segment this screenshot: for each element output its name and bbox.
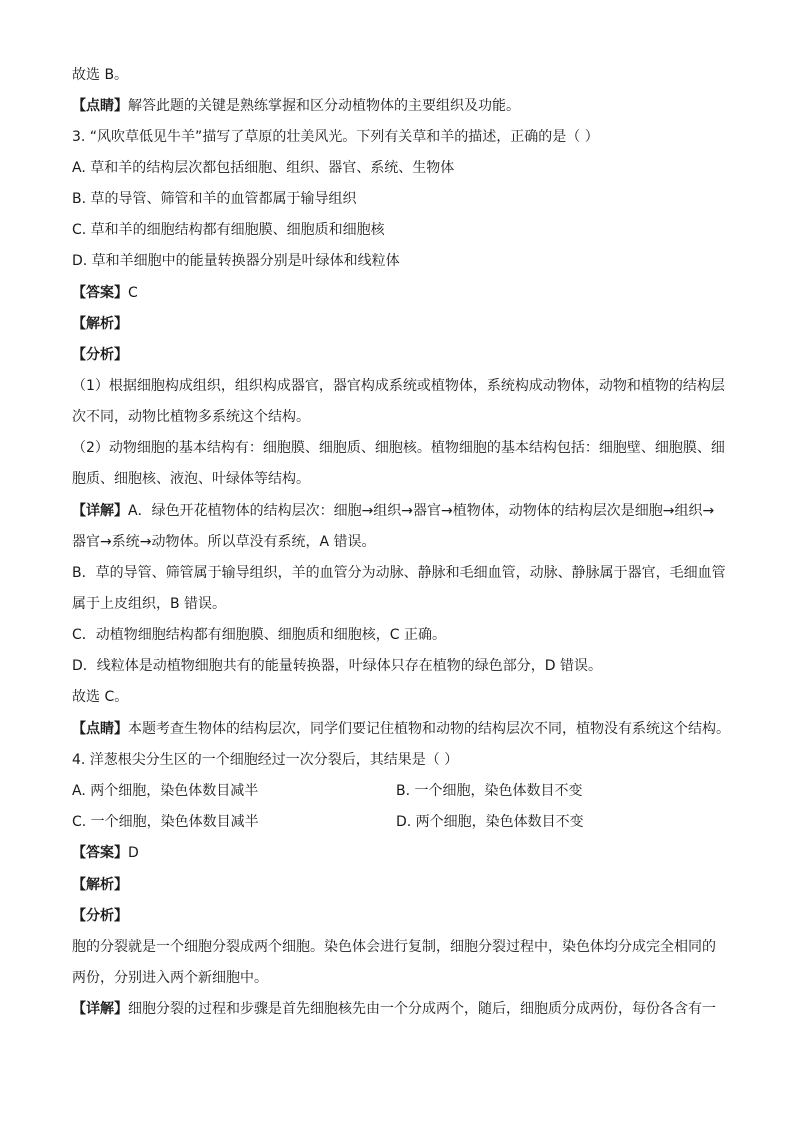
answer-value: C bbox=[128, 285, 138, 301]
q4-analysis-line: 两份，分别进入两个新细胞中。 bbox=[72, 970, 268, 986]
answer-tag: 【答案】 bbox=[72, 845, 128, 861]
q3-analysis-line: 胞质、细胞核、液泡、叶绿体等结构。 bbox=[72, 471, 310, 487]
q4-detail-row bbox=[72, 999, 724, 1019]
fenxi-tag: 【分析】 bbox=[72, 908, 128, 924]
q4-answer-row bbox=[72, 843, 724, 863]
point-text: 本题考查生物体的结构层次，同学们要记住植物和动物的结构层次不同，植物没有系统这个结构。 bbox=[128, 721, 730, 737]
jiexi-tag: 【解析】 bbox=[72, 877, 128, 893]
q3-option-b: B. 草的导管、筛管和羊的血管都属于输导组织 bbox=[72, 191, 357, 207]
point-text: 解答此题的关键是熟练掌握和区分动植物体的主要组织及功能。 bbox=[128, 98, 520, 114]
q4-option-a: A. 两个细胞，染色体数目减半 bbox=[72, 783, 259, 799]
q4-option-c: C. 一个细胞，染色体数目减半 bbox=[72, 814, 259, 830]
q3-option-c: C. 草和羊的细胞结构都有细胞膜、细胞质和细胞核 bbox=[72, 222, 385, 238]
q4-analysis-line: 胞的分裂就是一个细胞分裂成两个细胞。染色体会进行复制，细胞分裂过程中，染色体均分成完全相同的 bbox=[72, 939, 716, 955]
q3-option-a: A. 草和羊的结构层次都包括细胞、组织、器官、系统、生物体 bbox=[72, 160, 455, 176]
q3-detail-row bbox=[72, 501, 724, 521]
q3-detail-line: 属于上皮组织，B 错误。 bbox=[72, 596, 227, 612]
q3-point-row bbox=[72, 719, 730, 739]
detail-tag: 【详解】 bbox=[72, 503, 128, 519]
q3-option-d: D. 草和羊细胞中的能量转换器分别是叶绿体和线粒体 bbox=[72, 253, 400, 269]
q4-options-row-1 bbox=[72, 781, 724, 801]
q3-stem: 3. “风吹草低见牛羊”描写了草原的壮美风光。下列有关草和羊的描述，正确的是（ ） bbox=[72, 129, 599, 145]
answer-tag: 【答案】 bbox=[72, 285, 128, 301]
q2-choose: 故选 B。 bbox=[72, 67, 129, 83]
q2-point-row bbox=[72, 96, 724, 116]
jiexi-tag: 【解析】 bbox=[72, 316, 128, 332]
q3-analysis-line: （1）根据细胞构成组织，组织构成器官，器官构成系统或植物体，系统构成动物体，动物和植物的结构层 bbox=[72, 378, 725, 394]
q3-detail-line: 器官→系统→动物体。所以草没有系统，A 错误。 bbox=[72, 534, 376, 550]
detail-text: 细胞分裂的过程和步骤是首先细胞核先由一个分成两个，随后，细胞质分成两份，每份各含有一 bbox=[128, 1001, 716, 1017]
point-tag: 【点睛】 bbox=[72, 721, 128, 737]
q3-choose: 故选 C。 bbox=[72, 689, 129, 705]
q4-option-b: B. 一个细胞，染色体数目不变 bbox=[396, 783, 583, 799]
q3-answer-row bbox=[72, 283, 724, 303]
fenxi-tag: 【分析】 bbox=[72, 347, 128, 363]
q3-analysis-line: 次不同，动物比植物多系统这个结构。 bbox=[72, 409, 310, 425]
q4-options-row-2 bbox=[72, 812, 724, 832]
q3-detail-line: C．动植物细胞结构都有细胞膜、细胞质和细胞核，C 正确。 bbox=[72, 627, 446, 643]
q3-analysis-line: （2）动物细胞的基本结构有：细胞膜、细胞质、细胞核。植物细胞的基本结构包括：细胞壁、细胞膜、细 bbox=[72, 440, 725, 456]
detail-tag: 【详解】 bbox=[72, 1001, 128, 1017]
point-tag: 【点睛】 bbox=[72, 98, 128, 114]
q4-option-d: D. 两个细胞，染色体数目不变 bbox=[396, 814, 584, 830]
q3-detail-line: B．草的导管、筛管属于输导组织，羊的血管分为动脉、静脉和毛细血管，动脉、静脉属于器官，毛细血管 bbox=[72, 565, 726, 581]
detail-text: A．绿色开花植物体的结构层次：细胞→组织→器官→植物体，动物体的结构层次是细胞→组织→ bbox=[128, 503, 715, 519]
answer-value: D bbox=[128, 845, 139, 861]
q3-detail-line: D．线粒体是动植物细胞共有的能量转换器，叶绿体只存在植物的绿色部分，D 错误。 bbox=[72, 658, 603, 674]
q4-stem: 4. 洋葱根尖分生区的一个细胞经过一次分裂后，其结果是（ ） bbox=[72, 752, 459, 768]
